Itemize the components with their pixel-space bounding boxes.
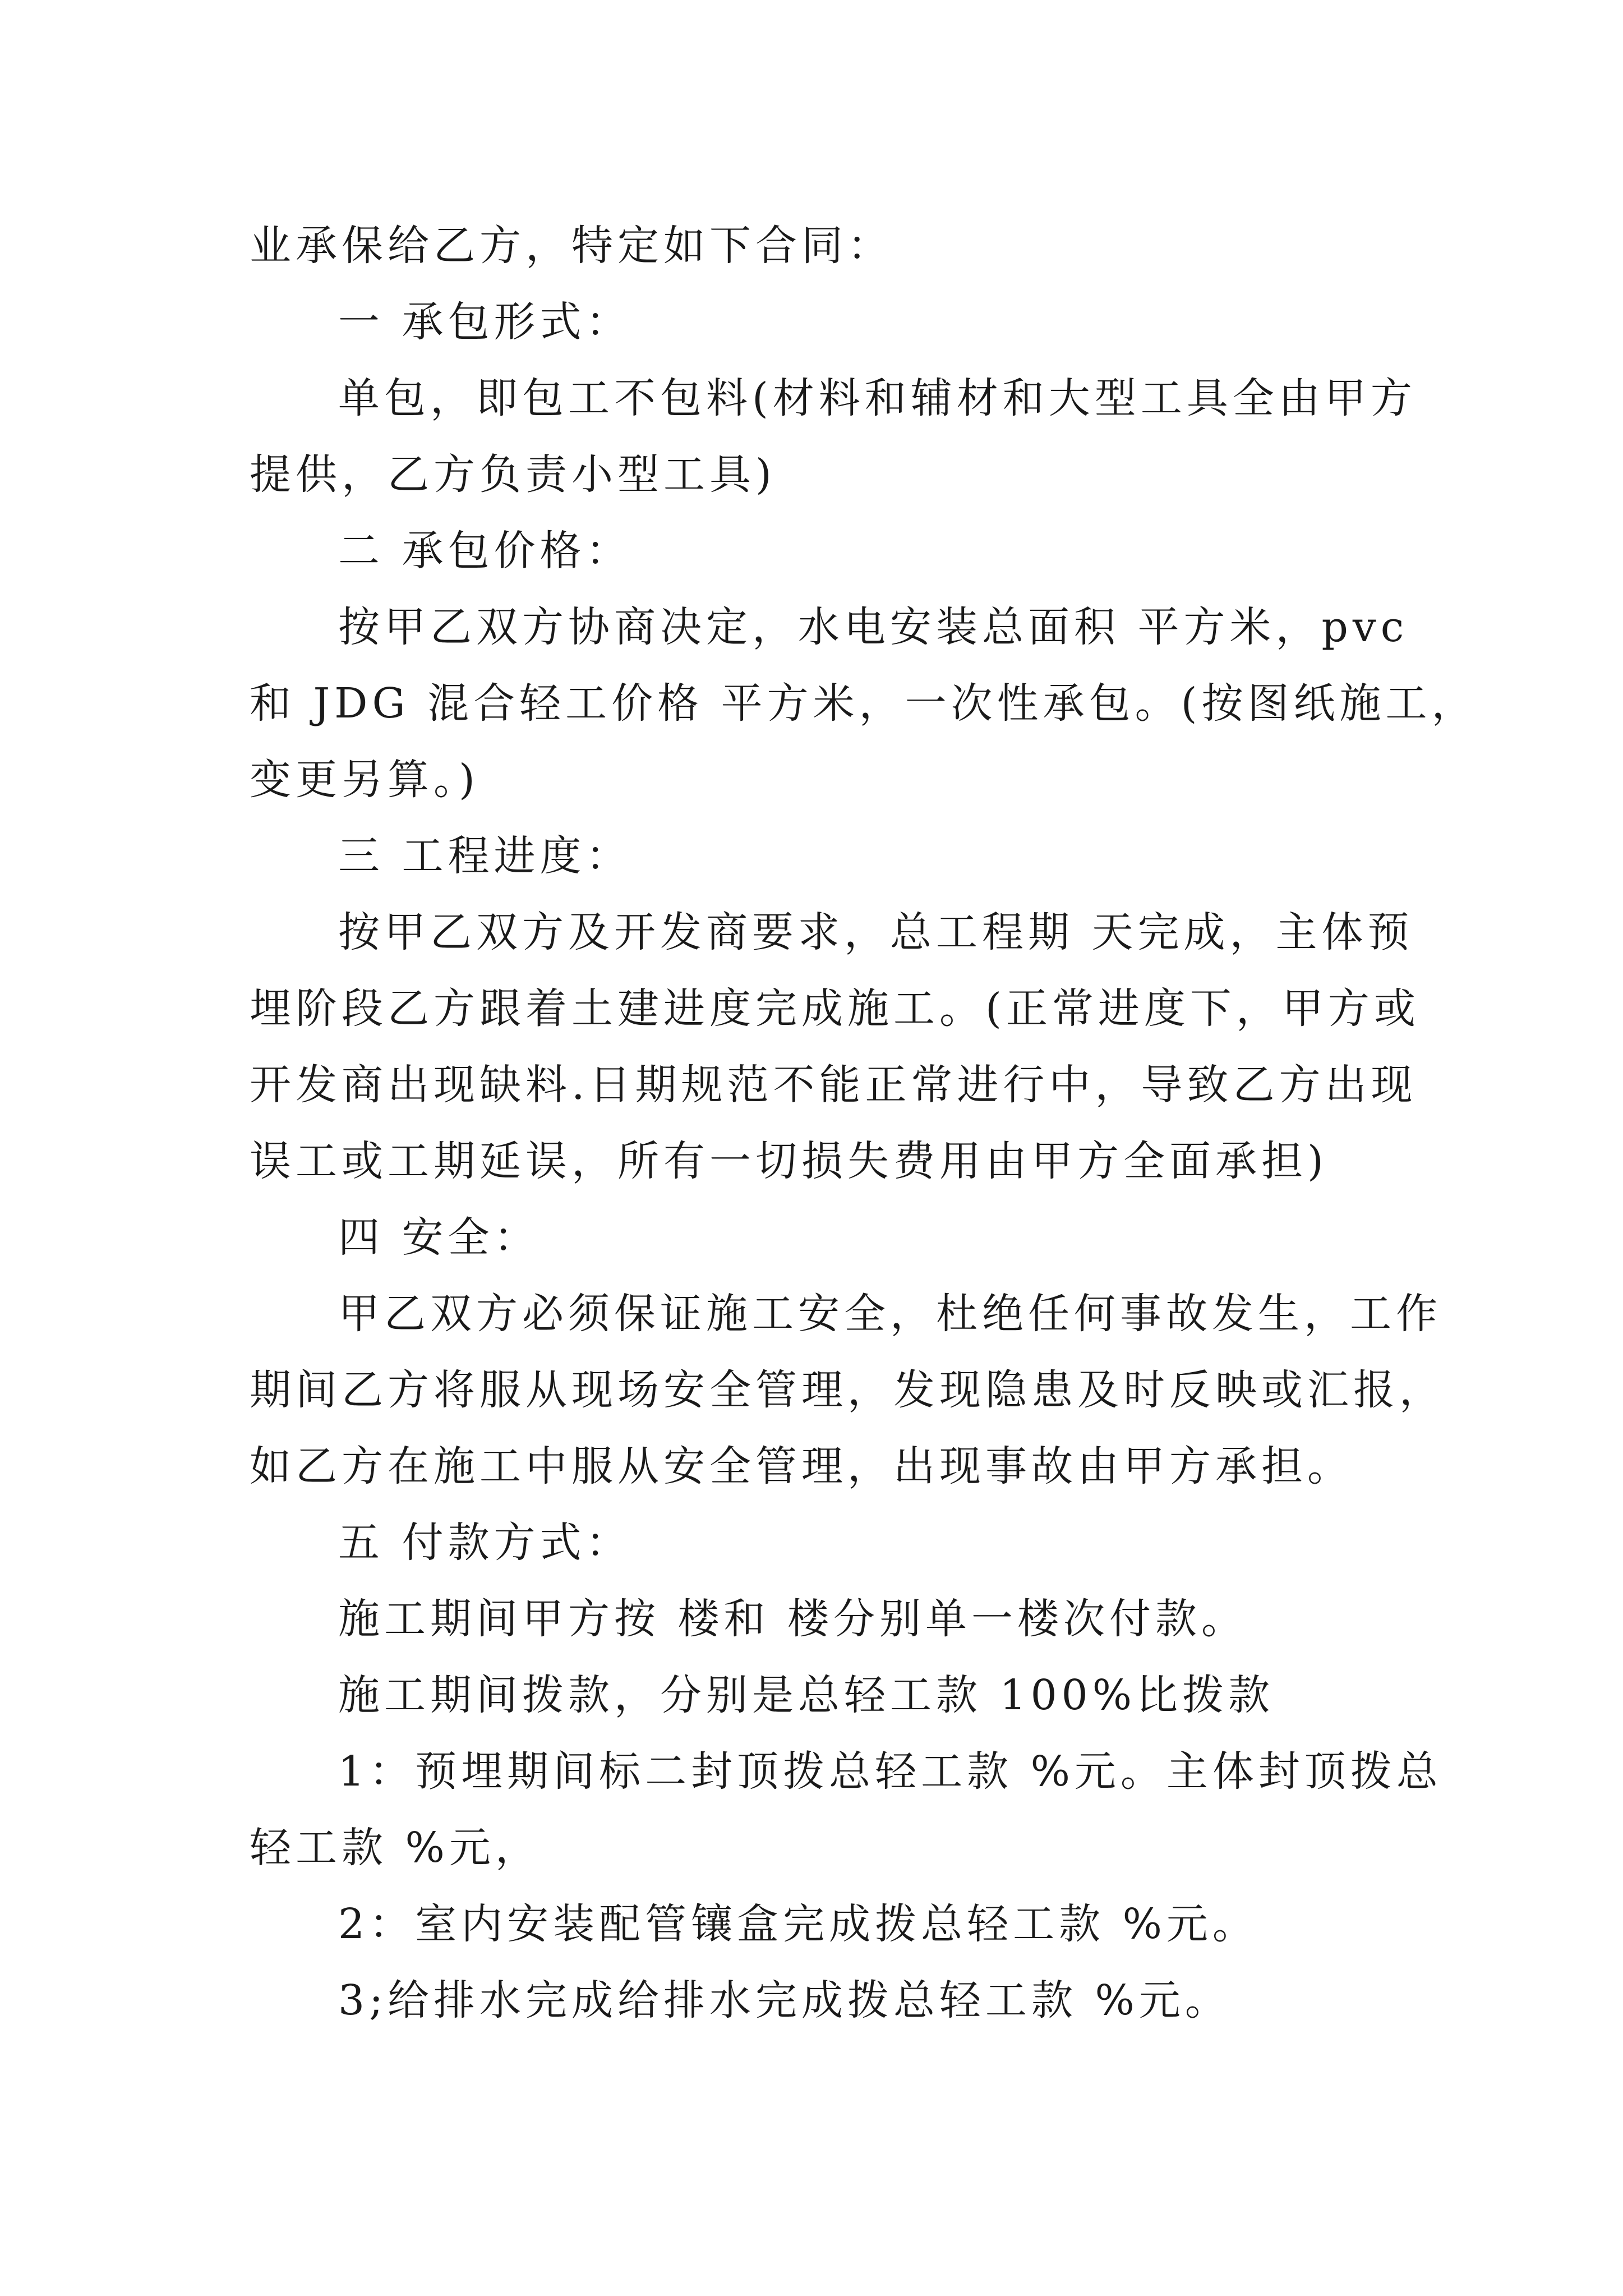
text-line: 和 JDG 混合轻工价格 平方米，一次性承包。(按图纸施工， (250, 679, 1478, 728)
text-line: 按甲乙双方及开发商要求，总工程期 天完成，主体预 (338, 908, 1414, 956)
text-line: 甲乙双方必须保证施工安全，杜绝任何事故发生，工作 (338, 1290, 1442, 1338)
text-line: 按甲乙双方协商决定，水电安装总面积 平方米，pvc (338, 603, 1409, 651)
text-line: 2：室内安装配管镶盒完成拨总轻工款 %元。 (338, 1900, 1258, 1948)
text-line: 二 承包价格： (338, 527, 632, 575)
text-line: 提供，乙方负责小型工具) (250, 450, 776, 499)
text-line: 单包，即包工不包料(材料和辅材和大型工具全由甲方 (338, 374, 1417, 422)
text-line: 期间乙方将服从现场安全管理，发现隐患及时反映或汇报， (250, 1366, 1445, 1414)
text-line: 业承保给乙方，特定如下合同： (250, 222, 893, 270)
text-line: 1：预埋期间标二封顶拨总轻工款 %元。主体封顶拨总 (338, 1747, 1442, 1796)
text-line: 三 工程进度： (338, 832, 632, 880)
text-line: 埋阶段乙方跟着土建进度完成施工。(正常进度下，甲方或 (250, 984, 1420, 1033)
text-line: 施工期间甲方按 楼和 楼分别单一楼次付款。 (338, 1595, 1248, 1643)
text-line: 轻工款 %元， (250, 1824, 541, 1872)
text-line: 施工期间拨款，分别是总轻工款 100%比拨款 (338, 1671, 1275, 1719)
text-line: 一 承包形式： (338, 298, 632, 346)
text-line: 3;给排水完成给排水完成拨总轻工款 %元。 (338, 1976, 1231, 2024)
text-line: 变更另算。) (250, 756, 479, 804)
text-line: 五 付款方式： (338, 1519, 632, 1567)
text-line: 如乙方在施工中服从安全管理，出现事故由甲方承担。 (250, 1442, 1353, 1490)
contract-text-body (250, 208, 1478, 2039)
text-line: 开发商出现缺料.日期规范不能正常进行中，导致乙方出现 (250, 1061, 1417, 1109)
text-line: 误工或工期延误，所有一切损失费用由甲方全面承担) (250, 1137, 1328, 1185)
text-line: 四 安全： (338, 1213, 540, 1262)
